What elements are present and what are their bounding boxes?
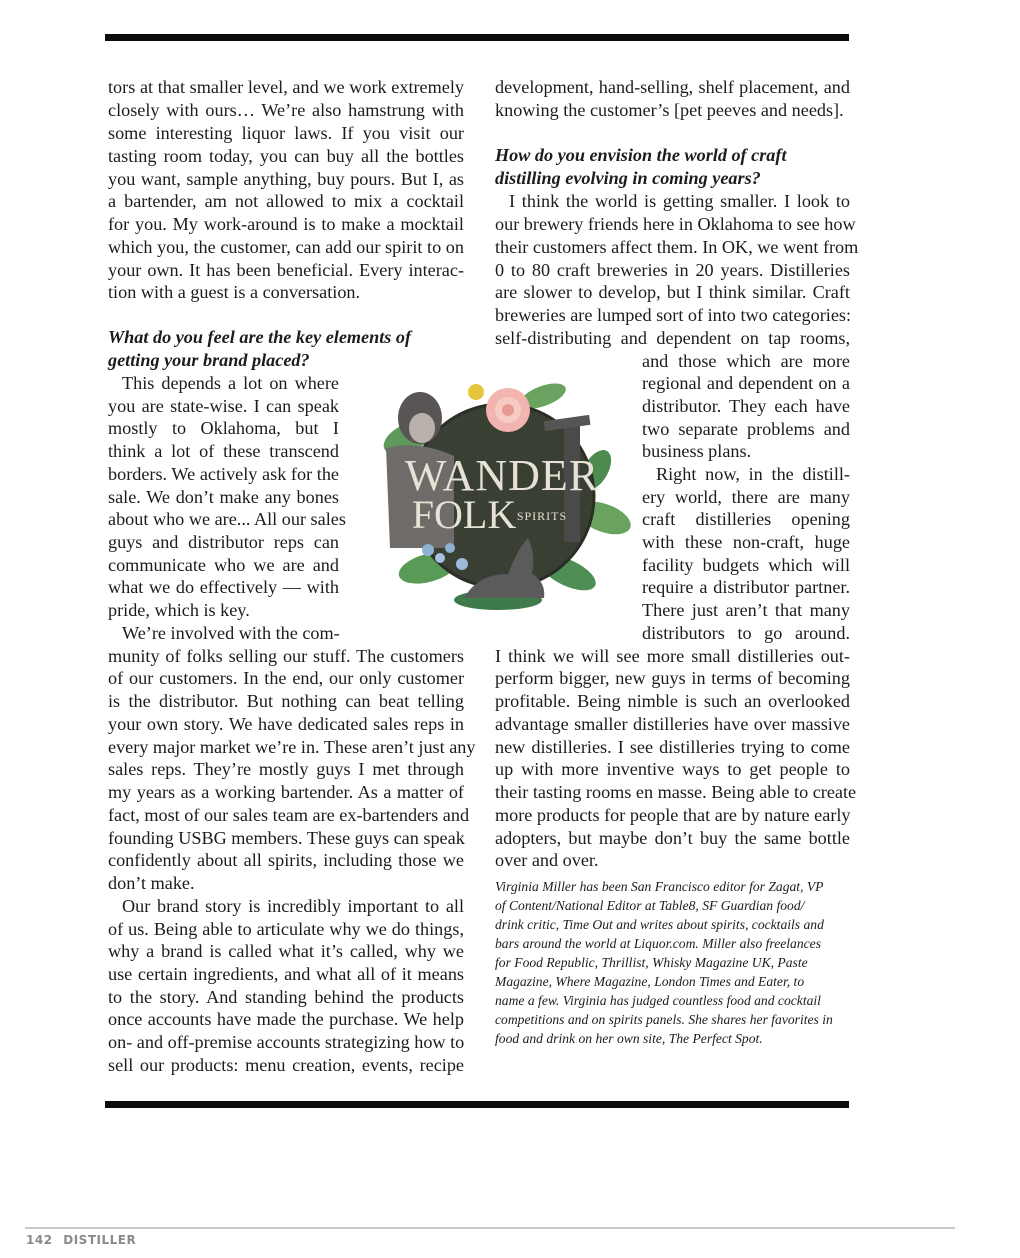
publication-name: DISTILLER <box>63 1233 137 1247</box>
text-line: your own story. We have dedicated sales reps in <box>108 714 464 734</box>
text-line: are slower to develop, but I think similar. Craft <box>495 282 850 302</box>
text-line: two separate problems and <box>642 419 850 439</box>
text-line: guys and distributor reps can <box>108 532 339 552</box>
page-footer <box>26 1233 136 1247</box>
text-line: facility budgets which will <box>642 555 850 575</box>
text-line: some interesting liquor laws. If you visit our <box>108 123 464 143</box>
text-line: craft distilleries opening <box>642 509 850 529</box>
question-heading: getting your brand placed? <box>108 350 310 370</box>
text-line: There just aren’t that many <box>642 600 850 620</box>
text-line: require a distributor partner. <box>642 577 850 597</box>
question-heading: What do you feel are the key elements of <box>108 327 412 347</box>
text-line: self-distributing and dependent on tap rooms, <box>495 328 850 348</box>
text-line: knowing the customer’s [pet peeves and needs]. <box>495 100 844 120</box>
text-line: We’re involved with the com- <box>122 623 340 643</box>
text-line: every major market we’re in. These aren’t just any <box>108 737 476 757</box>
text-line: communicate who we are and <box>108 555 339 575</box>
text-line: mostly to Oklahoma, but I <box>108 418 339 438</box>
question-heading: distilling evolving in coming years? <box>495 168 761 188</box>
text-line: their tasting rooms en masse. Being able to create <box>495 782 857 802</box>
question-heading: How do you envision the world of craft <box>495 145 787 165</box>
text-line: sale. We don’t make any bones <box>108 487 339 507</box>
text-line: sales reps. They’re mostly guys I met through <box>108 759 464 779</box>
text-line: I think we will see more small distilleries out- <box>495 646 850 666</box>
text-line: your own. It has been beneficial. Every interac- <box>108 260 464 280</box>
text-line: sell our products: menu creation, events, recipe <box>108 1055 464 1075</box>
bio-line: food and drink on her own site, The Perfect Spot. <box>495 1031 763 1046</box>
text-line: tion with a guest is a conversation. <box>108 282 361 302</box>
page-number: 142 <box>26 1233 53 1247</box>
text-line: with these non-craft, huge <box>642 532 850 552</box>
text-line: business plans. <box>642 441 752 461</box>
text-line: breweries are lumped sort of into two categories: <box>495 305 852 325</box>
text-line: Our brand story is incredibly important to all <box>122 896 464 916</box>
text-line: their customers affect them. In OK, we went from <box>495 237 859 257</box>
bio-line: bars around the world at Liquor.com. Miller also freelances <box>495 936 821 951</box>
bio-line: of Content/National Editor at Table8, SF Guardian food/ <box>495 898 805 913</box>
text-line: 0 to 80 craft breweries in 20 years. Distilleries <box>495 260 850 280</box>
text-line: pride, which is key. <box>108 600 250 620</box>
text-line: once accounts have made the purchase. We help <box>108 1009 464 1029</box>
text-line: Right now, in the distill- <box>656 464 850 484</box>
text-line: founding USBG members. These guys can speak <box>108 828 465 848</box>
text-line: fact, most of our sales team are ex-bartenders and <box>108 805 470 825</box>
text-line: to the story. And standing behind the products <box>108 987 464 1007</box>
top-rule <box>105 34 849 41</box>
bio-line: competitions and on spirits panels. She shares her favorites in <box>495 1012 833 1027</box>
text-line: of us. Being able to articulate why we do things, <box>108 919 464 939</box>
text-line: distributors to go around. <box>642 623 850 643</box>
bottom-rule <box>105 1101 849 1108</box>
text-line: perform bigger, new guys in terms of becoming <box>495 668 850 688</box>
bio-line: Virginia Miller has been San Francisco editor for Zagat, VP <box>495 879 824 894</box>
text-line: our brewery friends here in Oklahoma to see how <box>495 214 856 234</box>
text-line: tasting room today, you can buy all the bottles <box>108 146 464 166</box>
text-line: confidently about all spirits, including those we <box>108 850 464 870</box>
text-line: up with more inventive ways to get people to <box>495 759 850 779</box>
text-line: why a brand is called what it’s called, why we <box>108 941 464 961</box>
text-line: development, hand-selling, shelf placement, and <box>495 77 850 97</box>
bio-line: name a few. Virginia has judged countless food and cocktail <box>495 993 821 1008</box>
text-line: munity of folks selling our stuff. The customers <box>108 646 464 666</box>
bio-line: for Food Republic, Thrillist, Whisky Magazine UK, Paste <box>495 955 808 970</box>
logo-tagline: SPIRITS <box>516 509 568 523</box>
logo-wordmark-line1: WANDER <box>404 451 600 500</box>
text-line: borders. We actively ask for the <box>108 464 339 484</box>
bio-line: Magazine, Where Magazine, London Times and Eater, to <box>495 974 805 989</box>
text-line: regional and dependent on a <box>642 373 850 393</box>
text-line: advantage smaller distilleries have over massive <box>495 714 850 734</box>
wanderfolk-spirits-logo-icon <box>368 378 636 610</box>
text-line: on- and off-premise accounts strategizing how to <box>108 1032 465 1052</box>
text-line: over and over. <box>495 850 599 870</box>
text-line: tors at that smaller level, and we work extremely <box>108 77 464 97</box>
text-line: adopters, but maybe don’t buy the same bottle <box>495 828 850 848</box>
text-line: think a lot of these transcend <box>108 441 339 461</box>
text-line: distributor. They each have <box>642 396 850 416</box>
text-line: of our customers. In the end, our only customer <box>108 668 464 688</box>
text-line: about who we are... All our sales <box>108 509 346 529</box>
text-line: new distilleries. I see distilleries trying to come <box>495 737 850 757</box>
logo-wordmark-line2: FOLK <box>411 492 517 537</box>
bio-line: drink critic, Time Out and writes about spirits, cocktails and <box>495 917 824 932</box>
text-line: ery world, there are many <box>642 487 850 507</box>
text-line: more products for people that are by nature early <box>495 805 851 825</box>
text-line: you are state-wise. I can speak <box>108 396 339 416</box>
text-line: my years as a working bartender. As a matter of <box>108 782 464 802</box>
text-line: don’t make. <box>108 873 195 893</box>
text-line: for you. My work-around is to make a mocktail <box>108 214 464 234</box>
footer-rule <box>25 1227 955 1229</box>
text-line: is the distributor. But nothing can beat telling <box>108 691 464 711</box>
text-line: you want, sample anything, buy pours. But I, as <box>108 169 464 189</box>
text-line: a bartender, am not allowed to mix a cocktail <box>108 191 464 211</box>
text-line: what we do effectively — with <box>108 577 339 597</box>
text-line: This depends a lot on where <box>122 373 339 393</box>
text-line: which you, the customer, can add our spirit to on <box>108 237 464 257</box>
text-line: use certain ingredients, and what all of it means <box>108 964 464 984</box>
text-line: closely with ours… We’re also hamstrung with <box>108 100 464 120</box>
text-line: and those which are more <box>642 351 850 371</box>
text-line: profitable. Being nimble is such an overlooked <box>495 691 850 711</box>
text-line: I think the world is getting smaller. I look to <box>509 191 850 211</box>
